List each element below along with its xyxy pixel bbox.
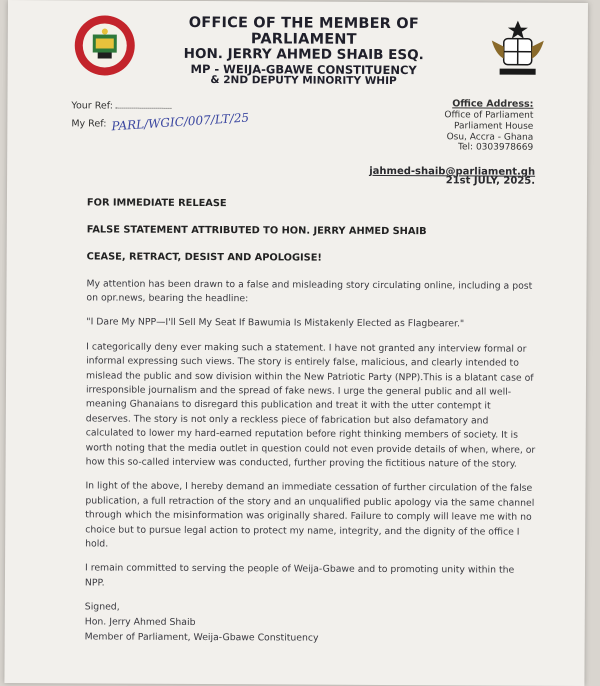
letter-page: [4, 0, 588, 686]
coat-of-arms-icon: [486, 19, 550, 79]
your-ref-blank: [115, 108, 171, 109]
signatory-title: Member of Parliament, Weija-Gbawe Constituency: [85, 630, 535, 647]
letterhead: [144, 15, 464, 89]
address-line: Parliament House: [407, 121, 533, 133]
my-ref-label: My Ref:: [71, 118, 106, 129]
letter-body: [85, 195, 537, 647]
paragraph: My attention has been drawn to a false and misleading story circulating online, including a post on opr.news, bearing the headline:: [86, 277, 536, 308]
signatory-name: Hon. Jerry Ahmed Shaib: [85, 616, 535, 633]
paragraph: I categorically deny ever making such a statement. I have not granted any interview formal or informal expressing such views. The story is entirely false, malicious, and clearly intended to mislead the public and sow division within the New Patriotic Party (NPP).This is a blatant case of irresponsible journalism and the spread of fake news. I urge the general public and all well-meaning Ghanaians to disregard this publication and treat it with the utter contempt it deserves. The story is not only a reckless piece of fabrication but also defamatory and calculated to lower my hard-earned reputation before right thinking members of society. It is worth noting that the media outlet in question could not even provide details of when, where, or how this so-called interview was conducted, further proving the fictitious nature of the story.: [86, 340, 537, 472]
address-line: Tel: 0303978669: [407, 143, 533, 155]
your-ref-label: Your Ref:: [71, 100, 113, 111]
quoted-headline: "I Dare My NPP—I'll Sell My Seat If Bawumia Is Mistakenly Elected as Flagbearer.": [86, 316, 536, 333]
letterhead-role: & 2ND DEPUTY MINORITY WHIP: [144, 75, 464, 88]
letterhead-name: HON. JERRY AHMED SHAIB ESQ.: [144, 47, 464, 64]
statement-title: FALSE STATEMENT ATTRIBUTED TO HON. JERRY AHMED SHAIB: [87, 223, 537, 241]
paragraph: I remain committed to serving the people of Weija-Gbawe and to promoting unity within the NPP.: [85, 562, 535, 593]
signed-label: Signed,: [85, 601, 535, 618]
statement-subtitle: CEASE, RETRACT, DESIST AND APOLOGISE!: [87, 250, 537, 268]
my-ref-value: PARL/WGIC/007/LT/25: [111, 110, 249, 133]
office-address-label: Office Address:: [407, 98, 533, 110]
letterhead-office: OFFICE OF THE MEMBER OF PARLIAMENT: [144, 15, 464, 49]
letter-date: 21st JULY, 2025.: [369, 175, 535, 187]
email-address: jahmed-shaib@parliament.gh: [369, 166, 535, 178]
parliament-seal-icon: [74, 14, 136, 76]
address-line: Office of Parliament: [407, 110, 533, 122]
reference-block: [71, 100, 171, 137]
address-line: Osu, Accra - Ghana: [407, 132, 533, 144]
signature-block: [85, 601, 535, 648]
letterhead-constituency: MP - WEIJA-GBAWE CONSTITUENCY: [144, 62, 464, 77]
paragraph: In light of the above, I hereby demand an immediate cessation of further circulation of the false publication, a full retraction of the story and an unqualified public apology via the same channel through which the misinformation was originally shared. Failure to comply will leave me with no choice but to pursue legal action to protect my name, integrity, and the dignity of the office I hold.: [85, 480, 535, 554]
office-address: [407, 98, 533, 154]
release-heading: FOR IMMEDIATE RELEASE: [87, 195, 537, 213]
